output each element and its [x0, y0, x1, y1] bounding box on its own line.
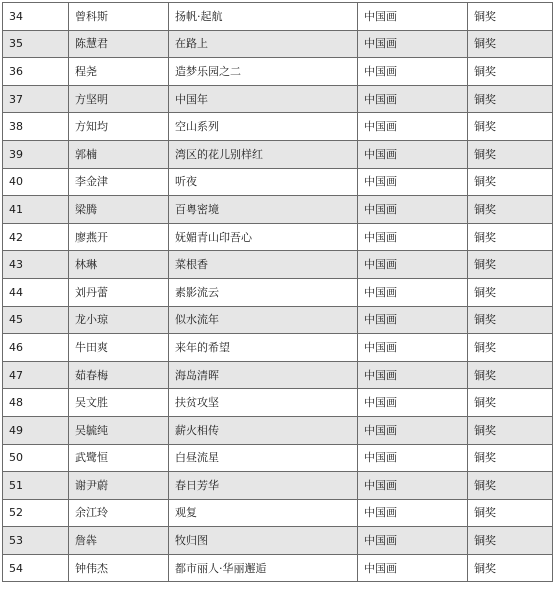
award: 铜奖 [468, 3, 553, 31]
row-number: 41 [3, 196, 69, 224]
table-row [3, 196, 553, 224]
row-number: 37 [3, 85, 69, 113]
award: 铜奖 [468, 196, 553, 224]
row-number: 40 [3, 168, 69, 196]
artwork-title: 空山系列 [169, 113, 358, 141]
table-row [3, 527, 553, 555]
artwork-title: 中国年 [169, 85, 358, 113]
category: 中国画 [358, 334, 468, 362]
category: 中国画 [358, 361, 468, 389]
category: 中国画 [358, 554, 468, 582]
award: 铜奖 [468, 58, 553, 86]
award: 铜奖 [468, 278, 553, 306]
category: 中国画 [358, 223, 468, 251]
category: 中国画 [358, 251, 468, 279]
artist-name: 李金津 [69, 168, 169, 196]
table-row [3, 554, 553, 582]
row-number: 38 [3, 113, 69, 141]
award: 铜奖 [468, 85, 553, 113]
artist-name: 钟伟杰 [69, 554, 169, 582]
row-number: 53 [3, 527, 69, 555]
artist-name: 郭楠 [69, 140, 169, 168]
row-number: 44 [3, 278, 69, 306]
artist-name: 龙小琼 [69, 306, 169, 334]
table-row [3, 389, 553, 417]
artwork-title: 听夜 [169, 168, 358, 196]
category: 中国画 [358, 472, 468, 500]
award: 铜奖 [468, 472, 553, 500]
artist-name: 程尧 [69, 58, 169, 86]
artist-name: 方坚明 [69, 85, 169, 113]
table-row [3, 251, 553, 279]
row-number: 51 [3, 472, 69, 500]
award: 铜奖 [468, 30, 553, 58]
artist-name: 谢尹蔚 [69, 472, 169, 500]
table-row [3, 361, 553, 389]
artwork-title: 都市丽人·华丽邂逅 [169, 554, 358, 582]
awards-table [2, 2, 553, 582]
category: 中国画 [358, 416, 468, 444]
artist-name: 茹春梅 [69, 361, 169, 389]
artwork-title: 菜根香 [169, 251, 358, 279]
artist-name: 吴文胜 [69, 389, 169, 417]
row-number: 50 [3, 444, 69, 472]
table-row [3, 472, 553, 500]
row-number: 45 [3, 306, 69, 334]
award: 铜奖 [468, 444, 553, 472]
category: 中国画 [358, 444, 468, 472]
category: 中国画 [358, 30, 468, 58]
row-number: 36 [3, 58, 69, 86]
award: 铜奖 [468, 140, 553, 168]
artwork-title: 薪火相传 [169, 416, 358, 444]
award: 铜奖 [468, 389, 553, 417]
award: 铜奖 [468, 251, 553, 279]
artwork-title: 白昼流星 [169, 444, 358, 472]
artist-name: 余江玲 [69, 499, 169, 527]
artist-name: 刘丹蕾 [69, 278, 169, 306]
table-row [3, 140, 553, 168]
artwork-title: 百粤密境 [169, 196, 358, 224]
artist-name: 武鹭恒 [69, 444, 169, 472]
artwork-title: 扬帆·起航 [169, 3, 358, 31]
table-row [3, 113, 553, 141]
award: 铜奖 [468, 306, 553, 334]
category: 中国画 [358, 196, 468, 224]
artist-name: 梁腾 [69, 196, 169, 224]
row-number: 39 [3, 140, 69, 168]
row-number: 48 [3, 389, 69, 417]
artist-name: 吴毓纯 [69, 416, 169, 444]
row-number: 52 [3, 499, 69, 527]
row-number: 54 [3, 554, 69, 582]
category: 中国画 [358, 58, 468, 86]
artwork-title: 扶贫攻坚 [169, 389, 358, 417]
artwork-title: 似水流年 [169, 306, 358, 334]
row-number: 49 [3, 416, 69, 444]
category: 中国画 [358, 527, 468, 555]
artist-name: 陈慧君 [69, 30, 169, 58]
artist-name: 林琳 [69, 251, 169, 279]
table-row [3, 3, 553, 31]
artwork-title: 观复 [169, 499, 358, 527]
table-row [3, 30, 553, 58]
award: 铜奖 [468, 334, 553, 362]
table-row [3, 416, 553, 444]
table-row [3, 334, 553, 362]
artwork-title: 牧归图 [169, 527, 358, 555]
artist-name: 詹犇 [69, 527, 169, 555]
award: 铜奖 [468, 113, 553, 141]
artwork-title: 在路上 [169, 30, 358, 58]
artwork-title: 海岛清晖 [169, 361, 358, 389]
award: 铜奖 [468, 168, 553, 196]
artist-name: 曾科斯 [69, 3, 169, 31]
category: 中国画 [358, 306, 468, 334]
row-number: 46 [3, 334, 69, 362]
table-row [3, 85, 553, 113]
table-row [3, 278, 553, 306]
award: 铜奖 [468, 416, 553, 444]
award: 铜奖 [468, 499, 553, 527]
table-row [3, 444, 553, 472]
row-number: 43 [3, 251, 69, 279]
category: 中国画 [358, 3, 468, 31]
artist-name: 廖燕开 [69, 223, 169, 251]
award: 铜奖 [468, 361, 553, 389]
table-row [3, 499, 553, 527]
artist-name: 牛田爽 [69, 334, 169, 362]
category: 中国画 [358, 140, 468, 168]
award: 铜奖 [468, 223, 553, 251]
artwork-title: 妩媚青山印吾心 [169, 223, 358, 251]
category: 中国画 [358, 113, 468, 141]
row-number: 47 [3, 361, 69, 389]
artist-name: 方知均 [69, 113, 169, 141]
table-row [3, 223, 553, 251]
category: 中国画 [358, 499, 468, 527]
row-number: 34 [3, 3, 69, 31]
category: 中国画 [358, 278, 468, 306]
artwork-title: 来年的希望 [169, 334, 358, 362]
awards-table-container [2, 2, 552, 582]
awards-table-body [3, 3, 553, 582]
row-number: 42 [3, 223, 69, 251]
artwork-title: 春日芳华 [169, 472, 358, 500]
artwork-title: 素影流云 [169, 278, 358, 306]
category: 中国画 [358, 168, 468, 196]
award: 铜奖 [468, 527, 553, 555]
artwork-title: 湾区的花儿别样红 [169, 140, 358, 168]
row-number: 35 [3, 30, 69, 58]
category: 中国画 [358, 389, 468, 417]
award: 铜奖 [468, 554, 553, 582]
table-row [3, 168, 553, 196]
table-row [3, 58, 553, 86]
table-row [3, 306, 553, 334]
artwork-title: 造梦乐园之二 [169, 58, 358, 86]
category: 中国画 [358, 85, 468, 113]
